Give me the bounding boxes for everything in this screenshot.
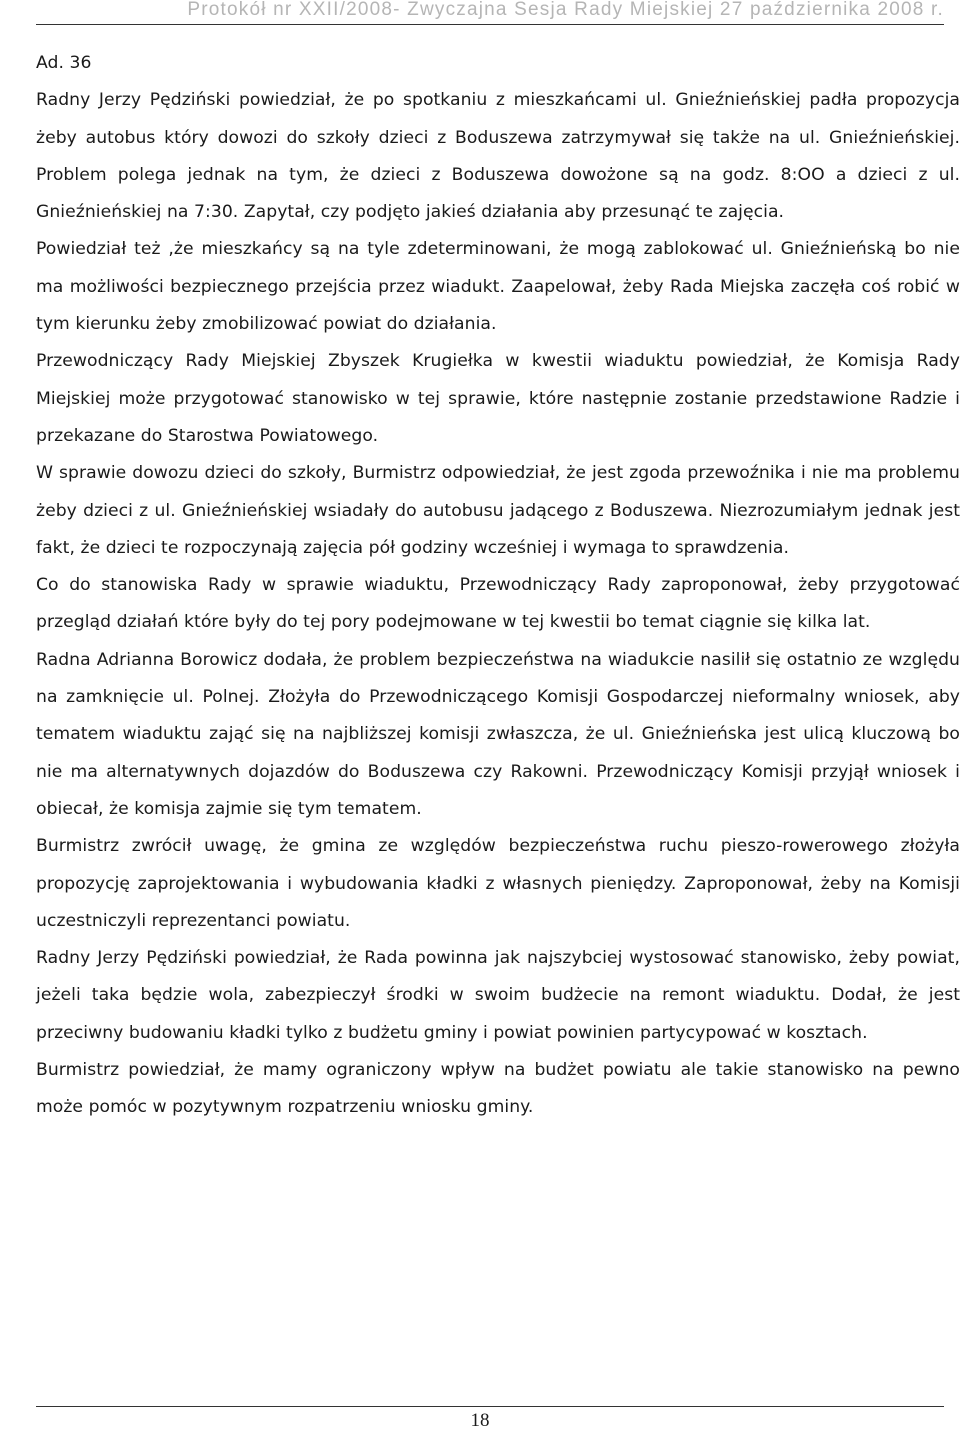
page-header: Protokół nr XXII/2008- Zwyczajna Sesja Rady Miejskiej 27 października 2008 r. bbox=[36, 0, 944, 25]
section-heading: Ad. 36 bbox=[36, 53, 92, 73]
paragraph-1: Radny Jerzy Pędziński powiedział, że po spotkaniu z mieszkańcami ul. Gnieźnieńskiej padła propozycja żeby autobus który dowozi do szkoły dzieci z Boduszewa zatrzymywał się także na ul. Gnieźnieńskiej. Problem polega jednak na tym, że dzieci z Boduszewa dowożone są na godz. 8:OO a dzieci z ul. Gnieźnieńskiej na 7:30. Zapytał, czy podjęto jakieś działania aby przesunąć te zajęcia. bbox=[36, 90, 960, 223]
paragraph-6: Radna Adrianna Borowicz dodała, że problem bezpieczeństwa na wiadukcie nasilił się ostatnio ze względu na zamknięcie ul. Polnej. Złożyła do Przewodniczącego Komisji Gospodarczej nieformalny wniosek, aby tematem wiaduktu zająć się na najbliższej komisji zwłaszcza, że ul. Gnieźnieńska jest ulicą kluczową bo nie ma alternatywnych dojazdów do Boduszewa czy Rakowni. Przewodniczący Komisji przyjął wniosek i obiecał, że komisja zajmie się tym tematem. bbox=[36, 649, 960, 819]
paragraph-2: Powiedział też ,że mieszkańcy są na tyle zdeterminowani, że mogą zablokować ul. Gnieźnieńską bo nie ma możliwości bezpiecznego przejścia przez wiadukt. Zaapelował, żeby Rada Miejska zaczęła coś robić w tym kierunku żeby zmobilizować powiat do działania. bbox=[36, 239, 960, 335]
page-number: 18 bbox=[470, 1410, 490, 1431]
paragraph-5: Co do stanowiska Rady w sprawie wiaduktu, Przewodniczący Rady zaproponował, żeby przygotować przegląd działań które były do tej pory podejmowane w tej kwestii bo temat ciągnie się kilka lat. bbox=[36, 575, 960, 633]
paragraph-8: Radny Jerzy Pędziński powiedział, że Rada powinna jak najszybciej wystosować stanowisko, żeby powiat, jeżeli taka będzie wola, zabezpieczył środki w swoim budżecie na remont wiaduktu. Dodał, że jest przeciwny budowaniu kładki tylko z budżetu gminy i powiat powinien partycypować w kosztach. bbox=[36, 948, 960, 1043]
paragraph-3: Przewodniczący Rady Miejskiej Zbyszek Krugiełka w kwestii wiaduktu powiedział, że Komisja Rady Miejskiej może przygotować stanowisko w tej sprawie, które następnie zostanie przedstawione Radzie i przekazane do Starostwa Powiatowego. bbox=[36, 351, 960, 446]
footer-divider bbox=[36, 1406, 944, 1407]
document-body bbox=[36, 45, 960, 1127]
paragraph-7: Burmistrz zwrócił uwagę, że gmina ze względów bezpieczeństwa ruchu pieszo-rowerowego złożyła propozycję zaprojektowania i wybudowania kładki z własnych pieniędzy. Zaproponował, żeby na Komisji uczestniczyli reprezentanci powiatu. bbox=[36, 836, 960, 931]
paragraph-9: Burmistrz powiedział, że mamy ograniczony wpływ na budżet powiatu ale takie stanowisko na pewno może pomóc w pozytywnym rozpatrzeniu wniosku gminy. bbox=[36, 1060, 960, 1118]
paragraph-4: W sprawie dowozu dzieci do szkoły, Burmistrz odpowiedział, że jest zgoda przewoźnika i nie ma problemu żeby dzieci z ul. Gnieźnieńskiej wsiadały do autobusu jadącego z Boduszewa. Niezrozumiałym jednak jest fakt, że dzieci te rozpoczynają zajęcia pół godziny wcześniej i wymaga to sprawdzenia. bbox=[36, 463, 960, 558]
